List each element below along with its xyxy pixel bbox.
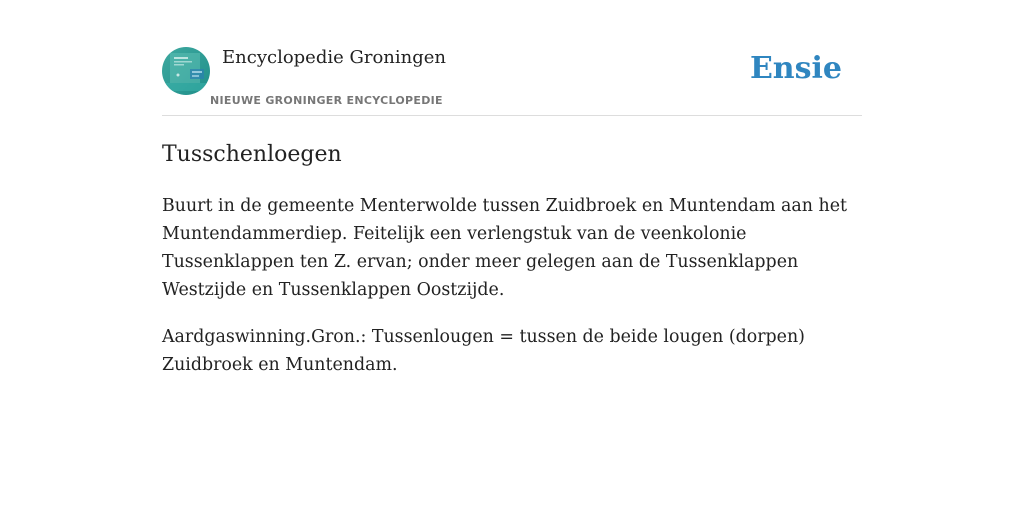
- article-paragraph: Aardgaswinning.Gron.: Tussenlougen = tussen de beide lougen (dorpen) Zuidbroek en Muntendam.: [162, 327, 805, 375]
- article-body: [162, 192, 862, 398]
- book-cover-icon[interactable]: [162, 47, 210, 95]
- page-title: Tusschenloegen: [162, 142, 342, 167]
- page-container: [162, 0, 862, 375]
- site-title[interactable]: Encyclopedie Groningen: [222, 47, 447, 68]
- brand-logo[interactable]: Ensie: [749, 51, 842, 86]
- site-header: [162, 0, 862, 116]
- article-paragraph: Buurt in de gemeente Menterwolde tussen Zuidbroek en Muntendam aan het Muntendammerdiep. Feitelijk een verlengstuk van de veenkolonie Tussenklappen ten Z. ervan; onder meer gelegen aan de Tussenklappen Westzijde en Tussenklappen Oostzijde.: [162, 196, 848, 300]
- site-subtitle: NIEUWE GRONINGER ENCYCLOPEDIE: [210, 94, 443, 107]
